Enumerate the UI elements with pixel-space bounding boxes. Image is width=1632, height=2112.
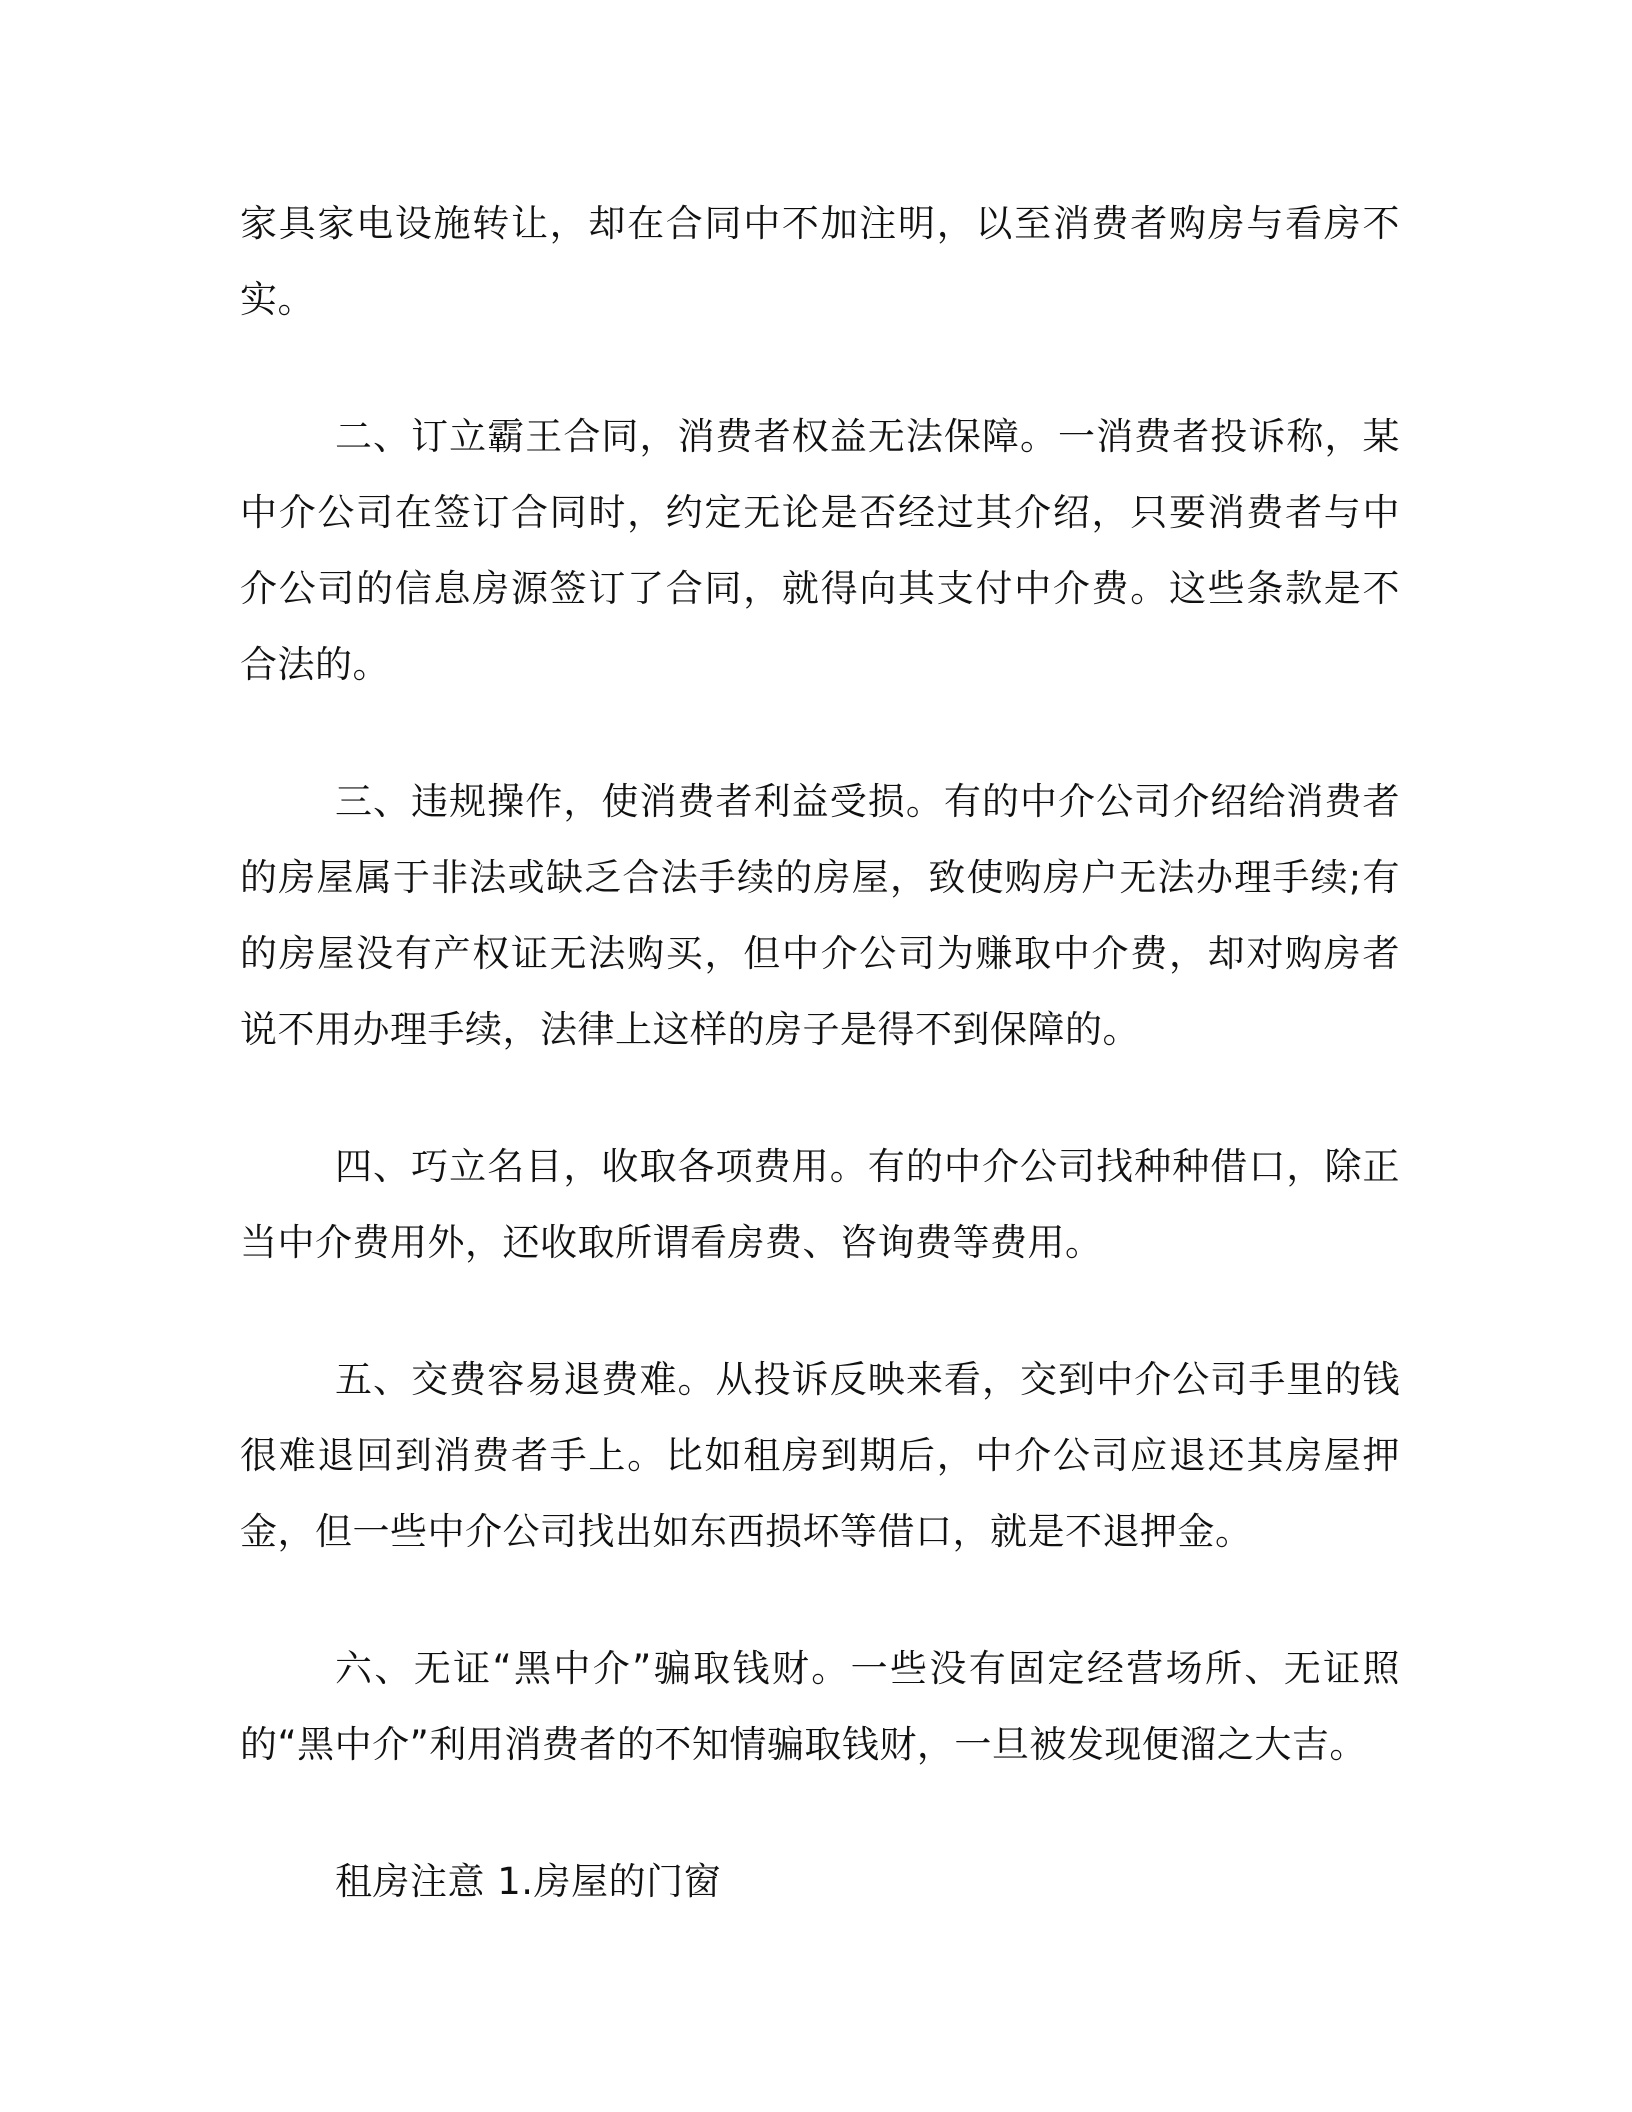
- paragraph-rental-notice-heading: 租房注意 1.房屋的门窗: [335, 1860, 722, 1903]
- paragraph-item-3-illegal-operation: 三、违规操作，使消费者利益受损。有的中介公司介绍给消费者的房屋属于非法或缺乏合法手续的房屋，致使购房户无法办理手续;有的房屋没有产权证无法购买，但中介公司为赚取中介费，却对购房者说不用办理手续，法律上这样的房子是得不到保障的。: [240, 780, 1400, 1051]
- paragraph-item-4-extra-fees: 四、巧立名目，收取各项费用。有的中介公司找种种借口，除正当中介费用外，还收取所谓看房费、咨询费等费用。: [240, 1145, 1400, 1264]
- document-page: [240, 186, 1400, 1920]
- paragraph-item-5-refund-difficulty: 五、交费容易退费难。从投诉反映来看，交到中介公司手里的钱很难退回到消费者手上。比如租房到期后，中介公司应退还其房屋押金，但一些中介公司找出如东西损坏等借口，就是不退押金。: [240, 1358, 1400, 1553]
- paragraph-continuation: 家具家电设施转让，却在合同中不加注明，以至消费者购房与看房不实。: [240, 202, 1400, 321]
- paragraph-item-6-unlicensed-agents: 六、无证“黑中介”骗取钱财。一些没有固定经营场所、无证照的“黑中介”利用消费者的不知情骗取钱财，一旦被发现便溜之大吉。: [240, 1647, 1400, 1766]
- paragraph-item-2-overbearing-contract: 二、订立霸王合同，消费者权益无法保障。一消费者投诉称，某中介公司在签订合同时，约定无论是否经过其介绍，只要消费者与中介公司的信息房源签订了合同，就得向其支付中介费。这些条款是不合法的。: [240, 415, 1400, 686]
